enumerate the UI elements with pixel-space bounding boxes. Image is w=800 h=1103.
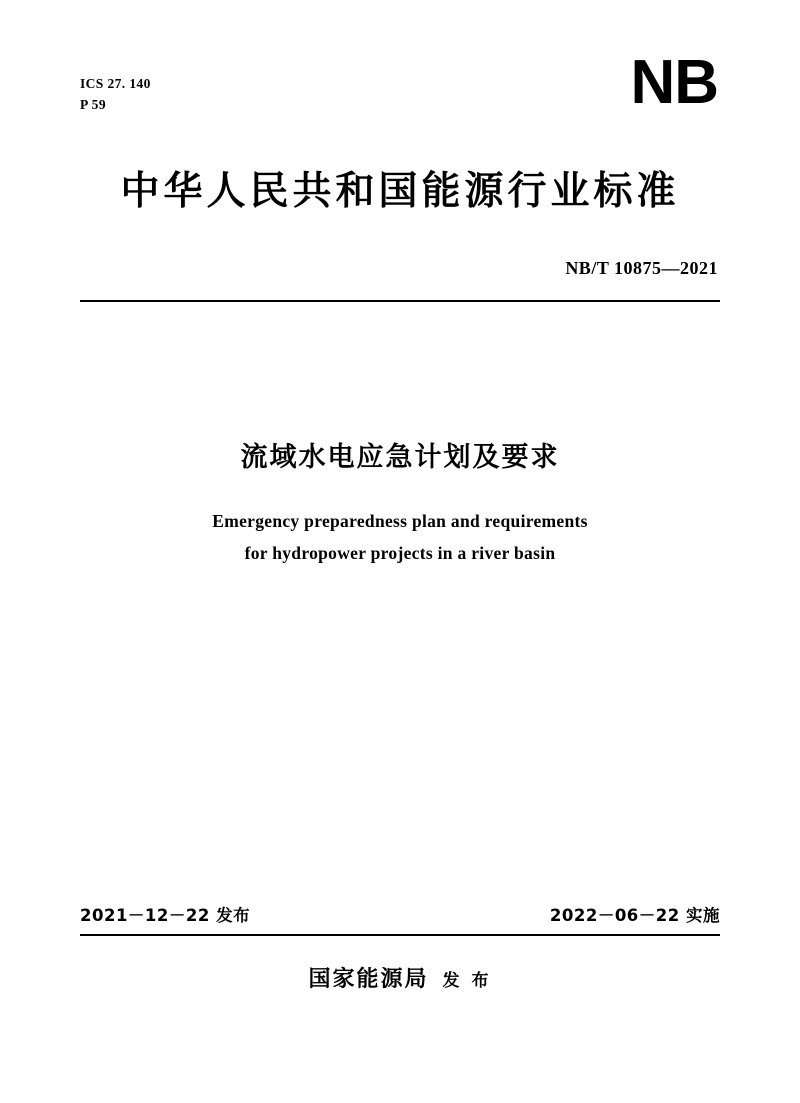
issue-date: 2021－12－22 发布 [80, 906, 251, 925]
divider-bottom [80, 934, 720, 936]
ics-classification-block [80, 74, 151, 116]
issuing-body-title: 中华人民共和国能源行业标准 [120, 169, 680, 214]
publisher-verb: 发 布 [442, 971, 492, 991]
standard-number: NB/T 10875—2021 [565, 258, 718, 278]
document-title-english [0, 505, 800, 570]
effective-date: 2022－06－22 实施 [549, 906, 720, 925]
ics-code: ICS 27. 140 [80, 76, 151, 91]
classification-code: P 59 [80, 96, 106, 112]
publisher-block [0, 962, 800, 993]
divider-top [80, 300, 720, 302]
document-title-english-line1: Emergency preparedness plan and requirements [212, 511, 588, 531]
nb-logo: NB [630, 48, 718, 117]
publisher-name: 国家能源局 [308, 967, 429, 992]
document-title-chinese: 流域水电应急计划及要求 [240, 442, 560, 473]
document-title-english-line2: for hydropower projects in a river basin [244, 543, 556, 564]
